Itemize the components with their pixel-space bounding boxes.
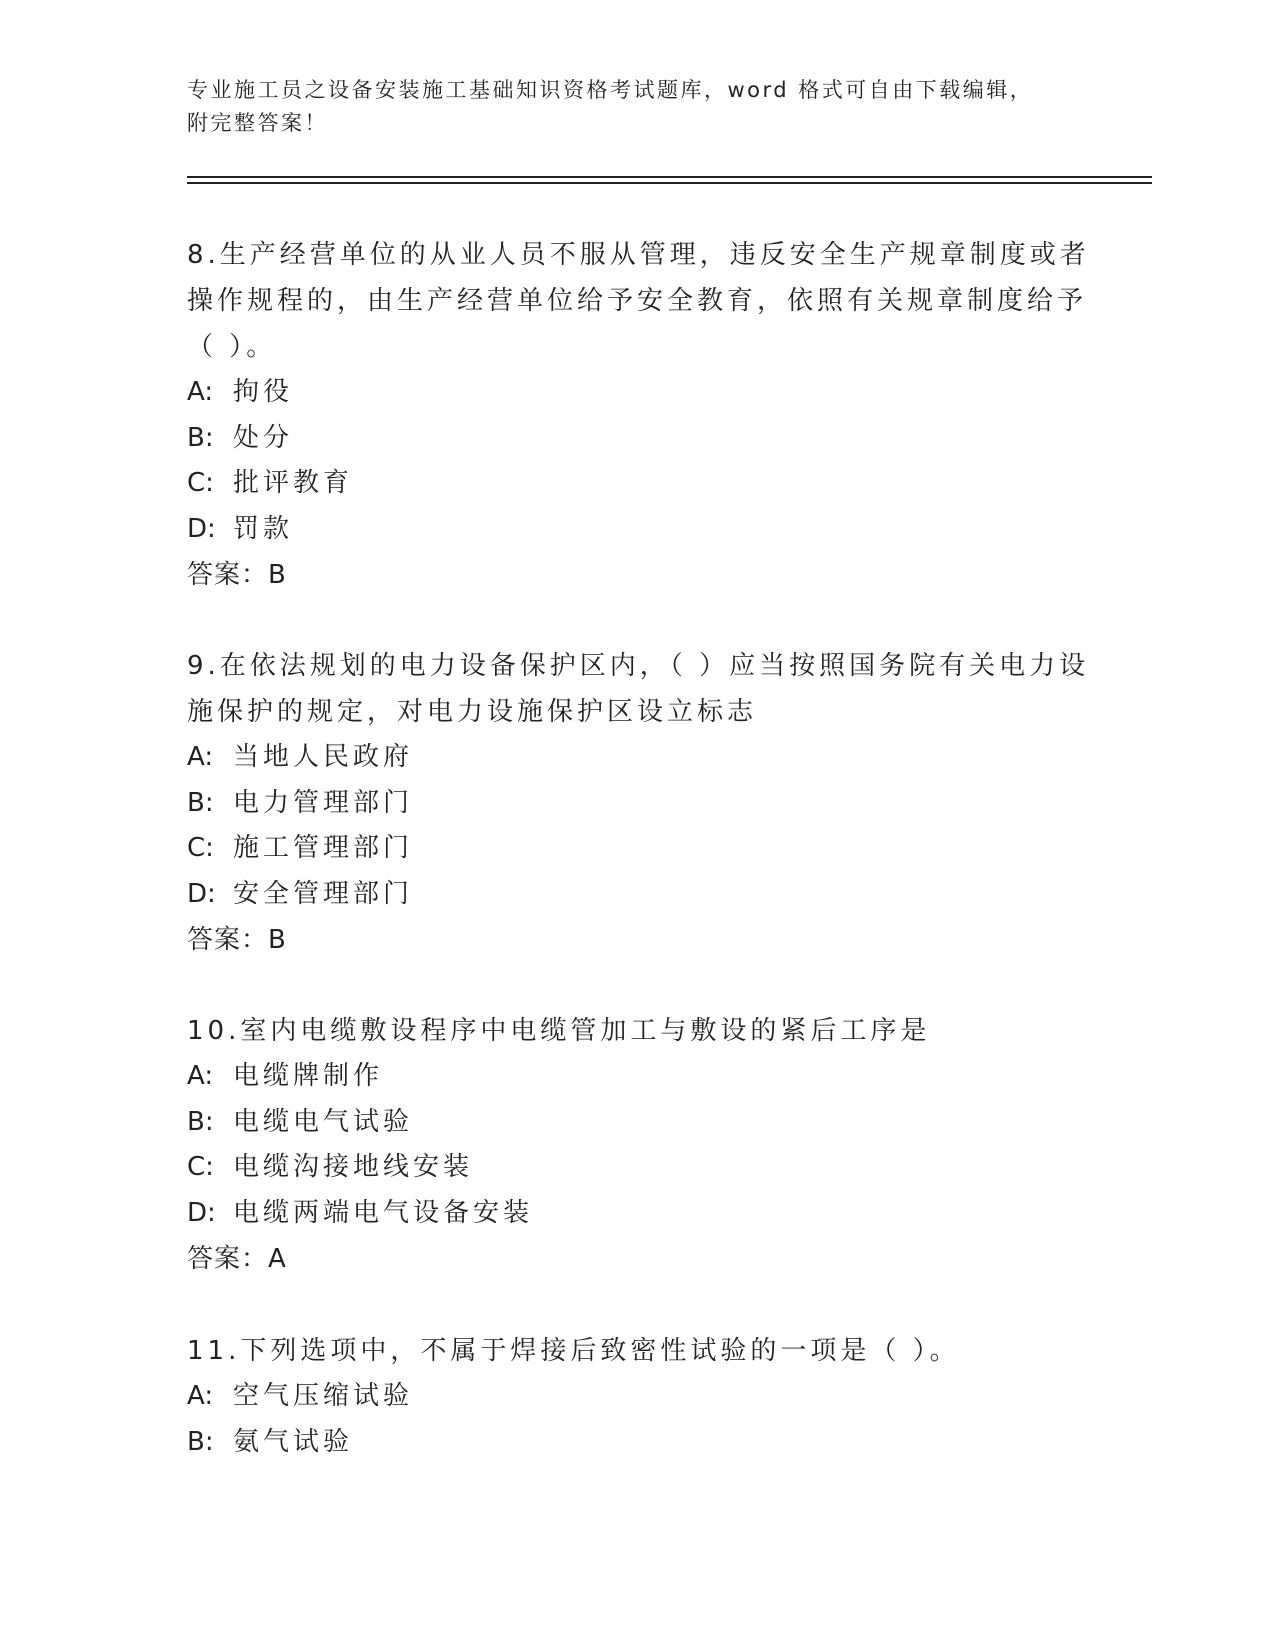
option-b	[187, 416, 1087, 462]
option-text: 罚款	[233, 513, 294, 544]
option-letter: A:	[187, 1061, 214, 1091]
question-text-line: 10.室内电缆敷设程序中电缆管加工与敷设的紧后工序是	[187, 1016, 931, 1046]
header-divider-top	[187, 176, 1152, 178]
answer: 答案：B	[187, 925, 287, 955]
option-b	[187, 1420, 1087, 1466]
question-text-line: 8.生产经营单位的从业人员不服从管理，违反安全生产规章制度或者	[187, 240, 1090, 270]
option-letter: B:	[187, 1426, 214, 1457]
option-a	[187, 1054, 1087, 1100]
option-text: 电缆两端电气设备安装	[233, 1197, 534, 1228]
option-letter: B:	[187, 1106, 214, 1137]
option-d	[187, 507, 1087, 553]
option-letter: D:	[187, 1197, 216, 1228]
option-letter: D:	[187, 513, 216, 544]
option-letter: C:	[187, 468, 214, 498]
question-text-line: 操作规程的，由生产经营单位给予安全教育，依照有关规章制度给予	[187, 286, 1088, 316]
option-c	[187, 461, 1087, 507]
question-11	[187, 1328, 1087, 1465]
option-a	[187, 370, 1087, 416]
option-letter: B:	[187, 422, 214, 453]
option-letter: C:	[187, 833, 214, 863]
question-text-line: （ ）。	[187, 332, 277, 362]
option-letter: A:	[187, 742, 214, 772]
option-c	[187, 1145, 1087, 1191]
option-b	[187, 781, 1087, 827]
option-letter: A:	[187, 377, 214, 407]
option-d	[187, 1191, 1087, 1237]
option-text: 电缆牌制作	[233, 1061, 384, 1091]
option-b	[187, 1100, 1087, 1146]
header-line-1: 专业施工员之设备安装施工基础知识资格考试题库，word 格式可自由下载编辑，	[187, 78, 1034, 102]
option-text: 电力管理部门	[233, 787, 414, 818]
option-text: 电缆电气试验	[233, 1106, 414, 1137]
option-text: 安全管理部门	[233, 878, 414, 909]
option-text: 氨气试验	[233, 1426, 354, 1457]
header-divider-bottom	[187, 182, 1152, 184]
option-text: 拘役	[233, 377, 294, 407]
option-text: 处分	[233, 422, 294, 453]
option-text: 空气压缩试验	[233, 1381, 414, 1411]
question-text-line: 9.在依法规划的电力设备保护区内，（ ）应当按照国务院有关电力设	[187, 651, 1090, 681]
answer: 答案：B	[187, 560, 287, 590]
option-d	[187, 872, 1087, 918]
option-letter: C:	[187, 1152, 214, 1182]
option-text: 电缆沟接地线安装	[233, 1152, 474, 1182]
option-letter: A:	[187, 1381, 214, 1411]
option-a	[187, 1374, 1087, 1420]
question-9	[187, 643, 1090, 963]
header-line-2: 附完整答案！	[187, 111, 328, 135]
option-text: 批评教育	[233, 468, 354, 498]
question-10	[187, 1008, 1087, 1282]
option-letter: D:	[187, 878, 216, 909]
answer: 答案：A	[187, 1244, 287, 1274]
option-text: 施工管理部门	[233, 833, 414, 863]
question-text-line: 11.下列选项中，不属于焊接后致密性试验的一项是（ ）。	[187, 1336, 960, 1366]
option-letter: B:	[187, 787, 214, 818]
question-text-line: 施保护的规定，对电力设施保护区设立标志	[187, 697, 758, 727]
option-a	[187, 735, 1087, 781]
question-8	[187, 232, 1090, 598]
document-header	[187, 74, 1067, 140]
option-text: 当地人民政府	[233, 742, 414, 772]
option-c	[187, 826, 1087, 872]
